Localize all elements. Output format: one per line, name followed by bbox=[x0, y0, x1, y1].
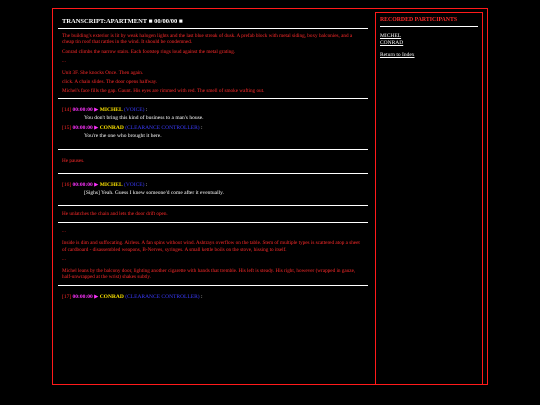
participants-sidebar bbox=[375, 12, 483, 385]
narration: click. A chain slides. The door opens halfway. bbox=[62, 79, 158, 86]
divider bbox=[58, 205, 368, 206]
timestamp: 00:00:00 bbox=[72, 124, 93, 131]
ellipsis: ... bbox=[62, 255, 66, 262]
narration: The building's exterior is lit by weak halogen lights and the last blue streak of dusk. A prefab block with metal siding, boxy balconies, and a cheap tin roof that rattles in the wind. It should be condemned. bbox=[62, 33, 353, 46]
sidebar-heading: RECORDED PARTICIPANTS bbox=[380, 17, 458, 23]
dialogue-line: [Sighs] Yeah. Guess I knew someone'd come after it eventually. bbox=[84, 190, 224, 197]
speaker-tag: (CLEARANCE CONTROLLER) bbox=[125, 124, 200, 131]
divider bbox=[58, 222, 368, 223]
entry-number: [17] bbox=[62, 293, 72, 300]
narration: Conrad climbs the narrow stairs. Each footstep rings loud against the metal grating. bbox=[62, 48, 236, 55]
speaker-name: CONRAD bbox=[99, 124, 124, 131]
timestamp: 00:00:00 bbox=[72, 182, 93, 189]
play-arrow-icon: ▶ bbox=[94, 293, 99, 300]
speaker-name: MICHEL bbox=[99, 106, 123, 113]
divider bbox=[58, 98, 368, 99]
entry-number: [16] bbox=[62, 182, 72, 189]
sidebar-divider bbox=[380, 26, 478, 27]
narration: Michel's face fills the gap. Gaunt. His eyes are rimmed with red. The smell of smoke wafting out. bbox=[62, 88, 265, 95]
play-arrow-icon: ▶ bbox=[94, 182, 99, 189]
dialogue-entry bbox=[58, 294, 368, 300]
speaker-name: MICHEL bbox=[99, 182, 123, 189]
ellipsis: ... bbox=[62, 57, 66, 64]
transcript-panel bbox=[58, 12, 368, 382]
narration: He pauses. bbox=[62, 157, 85, 164]
narration: Inside is dim and suffocating. Airless. A fan spins without wind. Ashtrays overflow on the table. Stem of multiple types is scattered atop a sheet of cardboard - disassembled weapons, B-Nerves, syringes. A small kettle boils on the stove, hissing to itself. bbox=[62, 240, 360, 253]
divider bbox=[58, 28, 368, 29]
transcript-title: TRANSCRIPT:APARTMENT ■ 00/00/00 ■ bbox=[62, 18, 183, 25]
colon: : bbox=[201, 124, 203, 131]
return-to-index-link[interactable]: Return to Index bbox=[380, 52, 415, 59]
colon: : bbox=[145, 106, 148, 113]
colon: : bbox=[145, 182, 148, 189]
narration: Unit 3F. She knocks Once. Then again. bbox=[62, 69, 144, 76]
dialogue-line: You're the one who brought it here. bbox=[84, 132, 162, 139]
timestamp: 00:00:00 bbox=[72, 293, 93, 300]
ellipsis: ... bbox=[62, 228, 66, 235]
entry-number: [14] bbox=[62, 106, 72, 113]
speaker-tag: (VOICE) bbox=[124, 106, 145, 113]
play-arrow-icon: ▶ bbox=[94, 124, 99, 131]
speaker-tag: (CLEARANCE CONTROLLER) bbox=[125, 293, 200, 300]
narration: He unlatches the chain and lets the door drift open. bbox=[62, 211, 168, 218]
divider bbox=[58, 173, 368, 174]
participant-link-michel[interactable]: MICHEL bbox=[380, 33, 402, 39]
speaker-name: CONRAD bbox=[99, 293, 124, 300]
divider bbox=[58, 285, 368, 286]
play-arrow-icon: ▶ bbox=[94, 106, 99, 113]
divider bbox=[58, 149, 368, 150]
entry-number: [15] bbox=[62, 124, 72, 131]
dialogue-line: You don't bring this kind of business to a man's house. bbox=[84, 114, 204, 121]
colon: : bbox=[201, 293, 203, 300]
participant-link-conrad[interactable]: CONRAD bbox=[380, 39, 404, 46]
timestamp: 00:00:00 bbox=[72, 106, 93, 113]
speaker-tag: (VOICE) bbox=[124, 182, 145, 189]
narration: Michel leans by the balcony door, lighting another cigarette with hands that tremble. His left is steady. His right, however (wrapped in gauze, half-unwrapped at the wrist) shakes subtly. bbox=[62, 267, 356, 281]
